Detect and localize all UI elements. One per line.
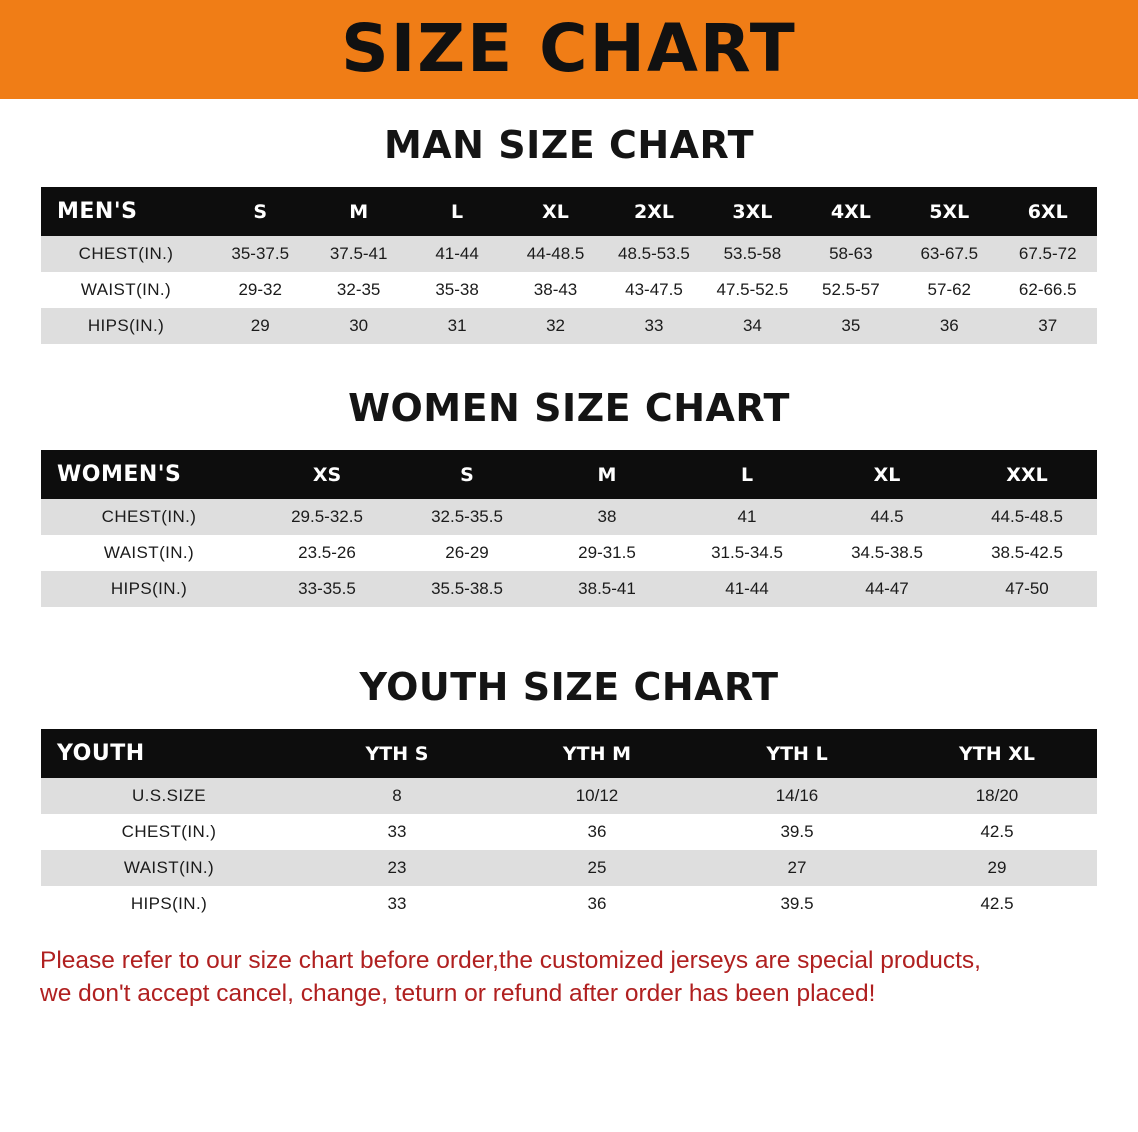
women-cell: 35.5-38.5 — [397, 571, 537, 607]
youth-section-heading: YOUTH SIZE CHART — [359, 665, 779, 709]
women-cell: 29-31.5 — [537, 535, 677, 571]
youth-cell: 42.5 — [897, 814, 1097, 850]
men-cell: 29-32 — [211, 272, 309, 308]
youth-cell: 14/16 — [697, 778, 897, 814]
women-cell: 33-35.5 — [257, 571, 397, 607]
youth-col-header: YTH S — [297, 729, 497, 778]
men-cell: 35-37.5 — [211, 236, 309, 272]
men-cell: 62-66.5 — [999, 272, 1098, 308]
youth-cell: 25 — [497, 850, 697, 886]
table-row — [41, 571, 1097, 607]
table-row — [41, 886, 1097, 922]
note-line-2: we don't accept cancel, change, teturn or refund after order has been placed! — [40, 980, 876, 1008]
youth-corner-label: YOUTH — [41, 729, 297, 778]
men-col-header: L — [408, 187, 506, 236]
table-row — [41, 778, 1097, 814]
men-col-header: M — [309, 187, 407, 236]
table-row — [41, 236, 1097, 272]
youth-row-label: CHEST(IN.) — [41, 814, 297, 850]
men-cell: 47.5-52.5 — [703, 272, 801, 308]
women-col-header: L — [677, 450, 817, 499]
youth-cell: 29 — [897, 850, 1097, 886]
men-cell: 29 — [211, 308, 309, 344]
men-cell: 32 — [506, 308, 604, 344]
table-header-row — [41, 450, 1097, 499]
women-cell: 44-47 — [817, 571, 957, 607]
return-policy-note — [40, 944, 1098, 1010]
men-cell: 37 — [999, 308, 1098, 344]
men-cell: 34 — [703, 308, 801, 344]
men-cell: 43-47.5 — [605, 272, 703, 308]
women-size-table-wrapper — [41, 450, 1097, 607]
men-row-label: HIPS(IN.) — [41, 308, 211, 344]
men-col-header: 5XL — [900, 187, 998, 236]
women-cell: 34.5-38.5 — [817, 535, 957, 571]
men-cell: 36 — [900, 308, 998, 344]
women-row-label: CHEST(IN.) — [41, 499, 257, 535]
women-col-header: M — [537, 450, 677, 499]
note-line-1: Please refer to our size chart before order,the customized jerseys are special products, — [40, 947, 981, 974]
men-row-label: CHEST(IN.) — [41, 236, 211, 272]
page-title: SIZE CHART — [341, 9, 797, 87]
men-cell: 48.5-53.5 — [605, 236, 703, 272]
youth-size-table-wrapper — [41, 729, 1097, 922]
women-col-header: XS — [257, 450, 397, 499]
youth-cell: 39.5 — [697, 886, 897, 922]
table-row — [41, 499, 1097, 535]
youth-col-header: YTH XL — [897, 729, 1097, 778]
youth-cell: 42.5 — [897, 886, 1097, 922]
youth-cell: 36 — [497, 814, 697, 850]
youth-row-label: U.S.SIZE — [41, 778, 297, 814]
women-cell: 41 — [677, 499, 817, 535]
women-cell: 47-50 — [957, 571, 1097, 607]
banner — [0, 0, 1138, 99]
youth-cell: 33 — [297, 886, 497, 922]
youth-cell: 27 — [697, 850, 897, 886]
men-cell: 38-43 — [506, 272, 604, 308]
men-cell: 30 — [309, 308, 407, 344]
youth-cell: 8 — [297, 778, 497, 814]
women-cell: 26-29 — [397, 535, 537, 571]
men-cell: 35-38 — [408, 272, 506, 308]
women-col-header: XL — [817, 450, 957, 499]
youth-col-header: YTH L — [697, 729, 897, 778]
men-col-header: XL — [506, 187, 604, 236]
men-cell: 44-48.5 — [506, 236, 604, 272]
youth-cell: 18/20 — [897, 778, 1097, 814]
men-cell: 52.5-57 — [802, 272, 900, 308]
man-size-table-wrapper — [41, 187, 1097, 344]
youth-cell: 23 — [297, 850, 497, 886]
youth-cell: 39.5 — [697, 814, 897, 850]
men-cell: 63-67.5 — [900, 236, 998, 272]
women-cell: 44.5-48.5 — [957, 499, 1097, 535]
men-cell: 67.5-72 — [999, 236, 1098, 272]
women-size-table — [41, 450, 1097, 607]
women-cell: 31.5-34.5 — [677, 535, 817, 571]
men-col-header: 4XL — [802, 187, 900, 236]
men-col-header: 2XL — [605, 187, 703, 236]
women-cell: 38.5-42.5 — [957, 535, 1097, 571]
men-col-header: 3XL — [703, 187, 801, 236]
youth-cell: 33 — [297, 814, 497, 850]
women-cell: 38 — [537, 499, 677, 535]
men-cell: 31 — [408, 308, 506, 344]
man-section-heading: MAN SIZE CHART — [383, 123, 755, 167]
table-row — [41, 535, 1097, 571]
women-row-label: WAIST(IN.) — [41, 535, 257, 571]
men-cell: 35 — [802, 308, 900, 344]
women-col-header: S — [397, 450, 537, 499]
men-cell: 37.5-41 — [309, 236, 407, 272]
women-row-label: HIPS(IN.) — [41, 571, 257, 607]
women-col-header: XXL — [957, 450, 1097, 499]
youth-col-header: YTH M — [497, 729, 697, 778]
table-row — [41, 850, 1097, 886]
youth-cell: 36 — [497, 886, 697, 922]
men-cell: 58-63 — [802, 236, 900, 272]
men-cell: 41-44 — [408, 236, 506, 272]
women-cell: 23.5-26 — [257, 535, 397, 571]
men-corner-label: MEN'S — [41, 187, 211, 236]
women-corner-label: WOMEN'S — [41, 450, 257, 499]
women-cell: 41-44 — [677, 571, 817, 607]
men-row-label: WAIST(IN.) — [41, 272, 211, 308]
table-row — [41, 308, 1097, 344]
women-cell: 38.5-41 — [537, 571, 677, 607]
youth-cell: 10/12 — [497, 778, 697, 814]
table-header-row — [41, 187, 1097, 236]
men-cell: 57-62 — [900, 272, 998, 308]
table-header-row — [41, 729, 1097, 778]
women-cell: 29.5-32.5 — [257, 499, 397, 535]
women-section-heading: WOMEN SIZE CHART — [348, 386, 790, 430]
table-row — [41, 814, 1097, 850]
women-cell: 32.5-35.5 — [397, 499, 537, 535]
women-cell: 44.5 — [817, 499, 957, 535]
men-col-header: S — [211, 187, 309, 236]
men-cell: 33 — [605, 308, 703, 344]
men-cell: 32-35 — [309, 272, 407, 308]
youth-size-table — [41, 729, 1097, 922]
youth-row-label: WAIST(IN.) — [41, 850, 297, 886]
men-cell: 53.5-58 — [703, 236, 801, 272]
man-size-table — [41, 187, 1097, 344]
youth-row-label: HIPS(IN.) — [41, 886, 297, 922]
table-row — [41, 272, 1097, 308]
men-col-header: 6XL — [999, 187, 1098, 236]
